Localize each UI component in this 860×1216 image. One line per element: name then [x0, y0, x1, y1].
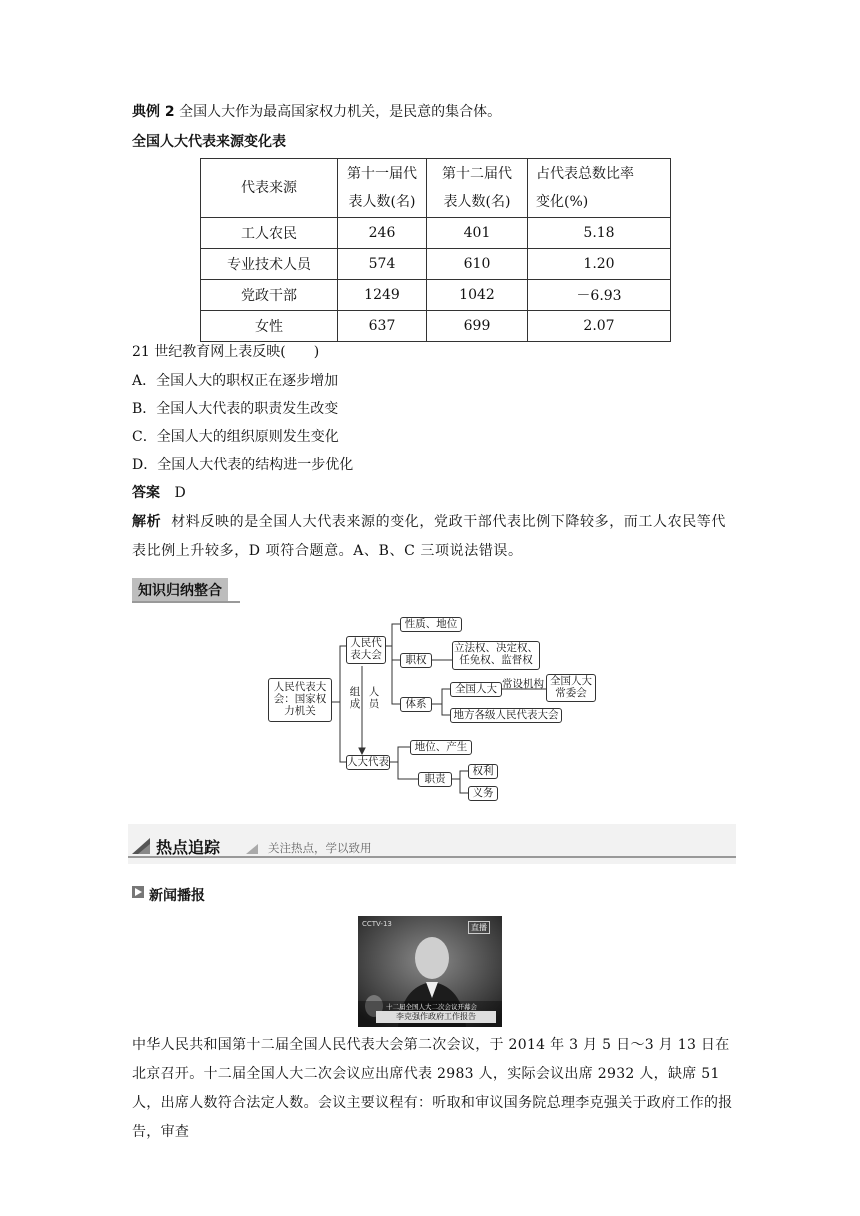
table-row — [201, 311, 671, 342]
deputy-node: 人大代表 — [347, 756, 389, 768]
system-node: 体系 — [400, 697, 432, 712]
table-cell: 401 — [427, 218, 528, 249]
hot-subtitle: 关注热点，学以致用 — [268, 841, 372, 855]
table-cell: 1249 — [338, 280, 427, 311]
table-header-cell: 占代表总数比率 变化(%) — [528, 159, 671, 218]
powers-detail-node: 立法权、决定权、任免权、监督权 — [452, 641, 540, 670]
news-label: 新闻播报 — [149, 888, 205, 904]
table-header-row — [201, 159, 671, 218]
tv-caption: 十二届全国人大二次会议开幕会 — [386, 1003, 477, 1011]
duties-node: 职责 — [418, 772, 452, 787]
table-cell: 2.07 — [528, 311, 671, 342]
table-header-cell: 代表来源 — [201, 159, 338, 218]
knowledge-diagram — [262, 612, 602, 808]
option-a: A．全国人大的职权正在逐步增加 — [132, 373, 339, 389]
option-b: B．全国人大代表的职责发生改变 — [132, 401, 339, 417]
banner-underline — [132, 601, 240, 603]
table-cell: 637 — [338, 311, 427, 342]
personnel-label: 人员 — [368, 686, 380, 710]
rights-node: 权利 — [468, 764, 498, 779]
root-node: 人民代表大会：国家权力机关 — [268, 678, 332, 722]
standing-label: 常设机构 — [502, 678, 544, 690]
play-icon — [132, 886, 144, 898]
table-cell: 574 — [338, 249, 427, 280]
obligations-node: 义务 — [468, 786, 498, 801]
table-header-cell: 第十二届代 表人数(名) — [427, 159, 528, 218]
standing-committee-node: 全国人大常委会 — [546, 674, 596, 702]
table-cell: 1.20 — [528, 249, 671, 280]
analysis-block — [132, 508, 730, 566]
table-cell: 610 — [427, 249, 528, 280]
table-cell: 5.18 — [528, 218, 671, 249]
table-cell: －6.93 — [528, 280, 671, 311]
table-cell: 女性 — [201, 311, 338, 342]
news-photo — [358, 916, 502, 1027]
table-cell: 党政干部 — [201, 280, 338, 311]
option-d: D．全国人大代表的结构进一步优化 — [132, 457, 354, 473]
npc-node: 人民代表大会 — [346, 636, 386, 664]
composed-label: 组成 — [349, 686, 361, 710]
table-row — [201, 218, 671, 249]
answer-label: 答案 — [132, 485, 160, 501]
table-row — [201, 280, 671, 311]
example-text: 全国人大作为最高国家权力机关，是民意的集合体。 — [179, 104, 502, 120]
table-cell: 699 — [427, 311, 528, 342]
option-c: C．全国人大的组织原则发生变化 — [132, 429, 339, 445]
table-row — [201, 249, 671, 280]
table-cell: 246 — [338, 218, 427, 249]
table-title: 全国人大代表来源变化表 — [132, 134, 286, 150]
table-header-cell: 第十一届代 表人数(名) — [338, 159, 427, 218]
analysis-text: 材料反映的是全国人大代表来源的变化，党政干部代表比例下降较多，而工人农民等代表比例上升较多，D 项符合题意。A、B、C 三项说法错误。 — [132, 514, 727, 559]
national-npc-node: 全国人大 — [450, 682, 502, 697]
hot-title: 热点追踪 — [156, 838, 221, 857]
source-table — [200, 158, 671, 342]
local-congress-node: 地方各级人民代表大会 — [450, 708, 562, 723]
tv-logo: CCTV-13 — [362, 920, 392, 928]
hot-topic-header — [128, 824, 736, 864]
powers-node: 职权 — [400, 653, 432, 668]
answer-line — [132, 483, 186, 503]
answer-value: D — [174, 485, 186, 501]
table-cell: 1042 — [427, 280, 528, 311]
table-cell: 专业技术人员 — [201, 249, 338, 280]
example-label: 典例 2 — [132, 104, 175, 120]
nature-node: 性质、地位 — [400, 617, 462, 632]
question-text: 21 世纪教育网上表反映( ) — [132, 344, 320, 360]
status-node: 地位、产生 — [410, 740, 472, 755]
tv-caption-bar: 李克强作政府工作报告 — [376, 1011, 496, 1023]
live-badge: 直播 — [468, 921, 490, 934]
analysis-label: 解析 — [132, 514, 162, 530]
news-paragraph: 中华人民共和国第十二届全国人民代表大会第二次会议，于 2014 年 3 月 5 日～3 月 13 日在北京召开。十二届全国人大二次会议应出席代表 2983 人，实际会议出席 2932 人，缺席 51 人，出席人数符合法定人数。会议主要议程有：听取和审议国务院总理李克强关于政府工作的报告，审查 — [132, 1037, 733, 1140]
example-line — [132, 102, 501, 122]
section-banner: 知识归纳整合 — [132, 578, 228, 602]
table-cell: 工人农民 — [201, 218, 338, 249]
